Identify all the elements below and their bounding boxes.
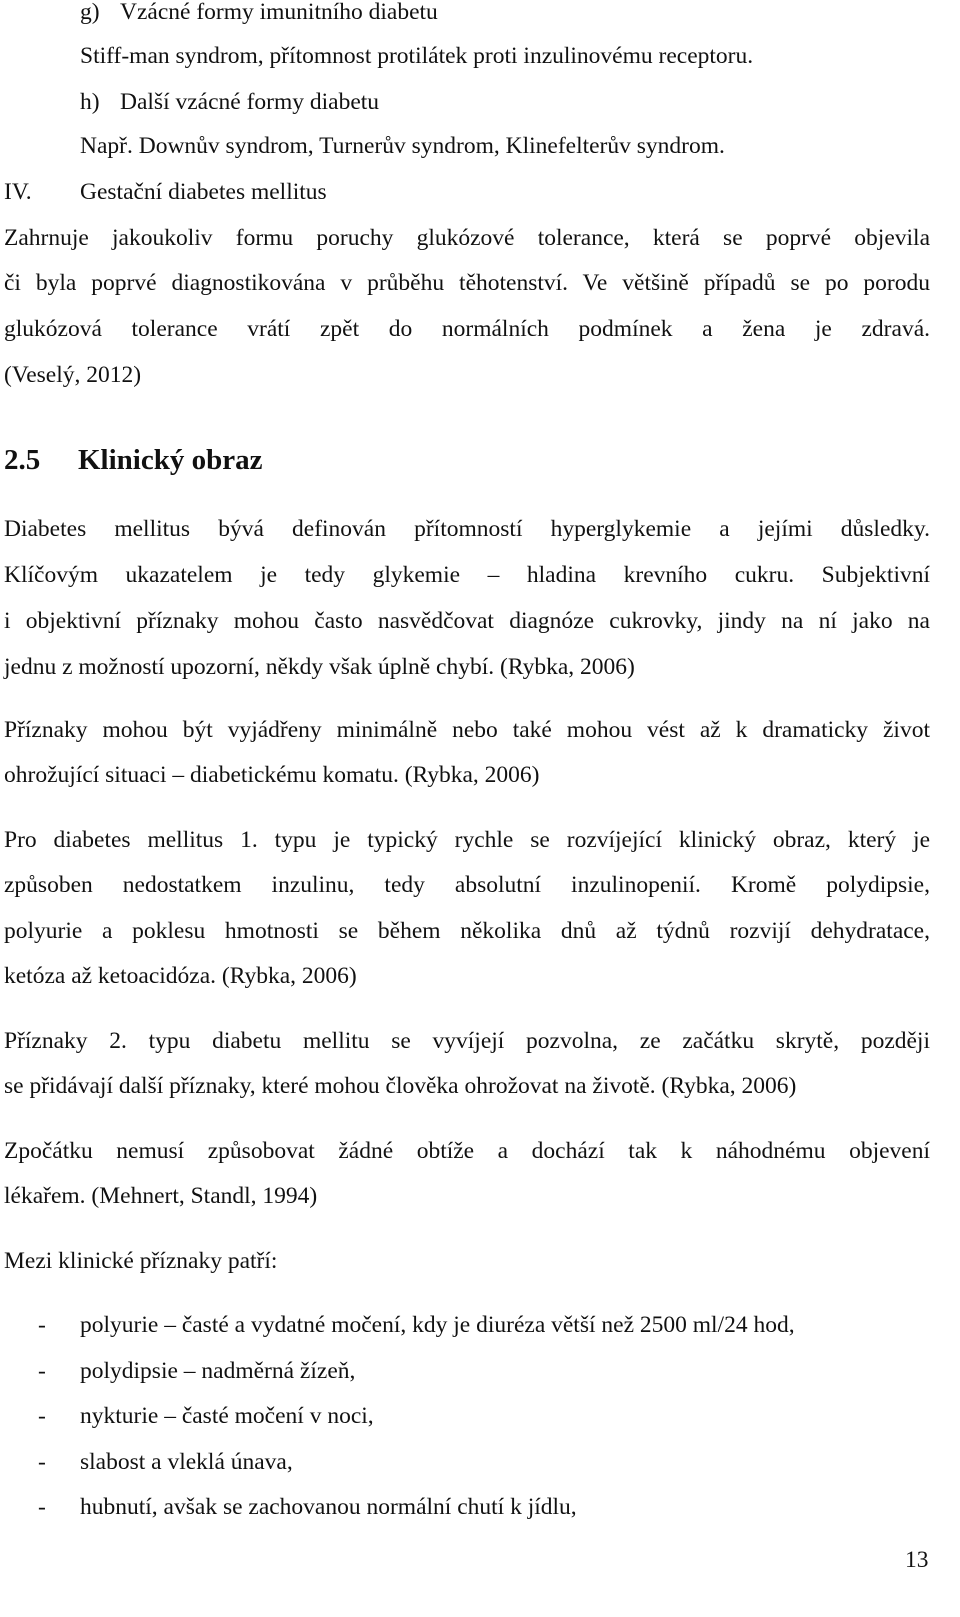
list-bullet: - — [38, 1403, 46, 1429]
citation: (Veselý, 2012) — [4, 362, 142, 388]
list-bullet: - — [38, 1358, 46, 1384]
list-item-title: Další vzácné formy diabetu — [120, 89, 380, 115]
heading-title: Klinický obraz — [78, 444, 263, 476]
paragraph-line: jednu z možností upozorní, někdy však úplně chybí. (Rybka, 2006) — [4, 654, 635, 680]
paragraph-line: Zpočátku nemusí způsobovat žádné obtíže a dochází tak k náhodnému objevení — [4, 1138, 930, 1164]
list-item-description: Stiff-man syndrom, přítomnost protilátek proti inzulinovému receptoru. — [80, 43, 754, 69]
paragraph-line: glukózová tolerance vrátí zpět do normálních podmínek a žena je zdravá. — [4, 316, 930, 342]
page-number: 13 — [905, 1547, 929, 1573]
symptom-item: slabost a vleklá únava, — [80, 1449, 293, 1475]
paragraph-line: Příznaky mohou být vyjádřeny minimálně nebo také mohou vést až k dramaticky život — [4, 717, 930, 743]
paragraph-line: Pro diabetes mellitus 1. typu je typický rychle se rozvíjející klinický obraz, který je — [4, 827, 930, 853]
paragraph-line: způsoben nedostatkem inzulinu, tedy absolutní inzulinopenií. Kromě polydipsie, — [4, 872, 930, 898]
paragraph-line: Diabetes mellitus bývá definován přítomností hyperglykemie a jejími důsledky. — [4, 516, 930, 542]
symptom-item: polyurie – časté a vydatné močení, kdy je diuréza větší než 2500 ml/24 hod, — [80, 1312, 795, 1338]
symptom-item: hubnutí, avšak se zachovanou normální chutí k jídlu, — [80, 1494, 577, 1520]
symptom-item: nykturie – časté močení v noci, — [80, 1403, 374, 1429]
paragraph-line: ketóza až ketoacidóza. (Rybka, 2006) — [4, 963, 357, 989]
paragraph-line: i objektivní příznaky mohou často nasvědčovat diagnóze cukrovky, jindy na ní jako na — [4, 608, 930, 634]
paragraph-line: polyurie a poklesu hmotnosti se během několika dnů až týdnů rozvijí dehydratace, — [4, 918, 930, 944]
paragraph-line: či byla poprvé diagnostikována v průběhu těhotenství. Ve většině případů se po porodu — [4, 270, 930, 296]
list-bullet: - — [38, 1449, 46, 1475]
paragraph-line: lékařem. (Mehnert, Standl, 1994) — [4, 1183, 318, 1209]
list-item-label: g) — [80, 0, 100, 25]
section-title: Gestační diabetes mellitus — [80, 179, 327, 205]
paragraph-line: Klíčovým ukazatelem je tedy glykemie – hladina krevního cukru. Subjektivní — [4, 562, 930, 588]
paragraph-line: Příznaky 2. typu diabetu mellitu se vyvíjejí pozvolna, ze začátku skrytě, později — [4, 1028, 930, 1054]
list-item-label: h) — [80, 89, 100, 115]
list-item-title: Vzácné formy imunitního diabetu — [120, 0, 438, 25]
list-bullet: - — [38, 1494, 46, 1520]
symptom-item: polydipsie – nadměrná žízeň, — [80, 1358, 356, 1384]
list-item-description: Např. Downův syndrom, Turnerův syndrom, Klinefelterův syndrom. — [80, 133, 725, 159]
section-numeral: IV. — [4, 179, 32, 205]
heading-number: 2.5 — [4, 444, 41, 476]
paragraph-line: se přidávají další příznaky, které mohou člověka ohrožovat na životě. (Rybka, 2006) — [4, 1073, 797, 1099]
list-intro: Mezi klinické příznaky patří: — [4, 1248, 278, 1274]
paragraph-line: Zahrnuje jakoukoliv formu poruchy glukózové tolerance, která se poprvé objevila — [4, 225, 930, 251]
list-bullet: - — [38, 1312, 46, 1338]
paragraph-line: ohrožující situaci – diabetickému komatu. (Rybka, 2006) — [4, 762, 540, 788]
section-heading — [4, 442, 262, 478]
